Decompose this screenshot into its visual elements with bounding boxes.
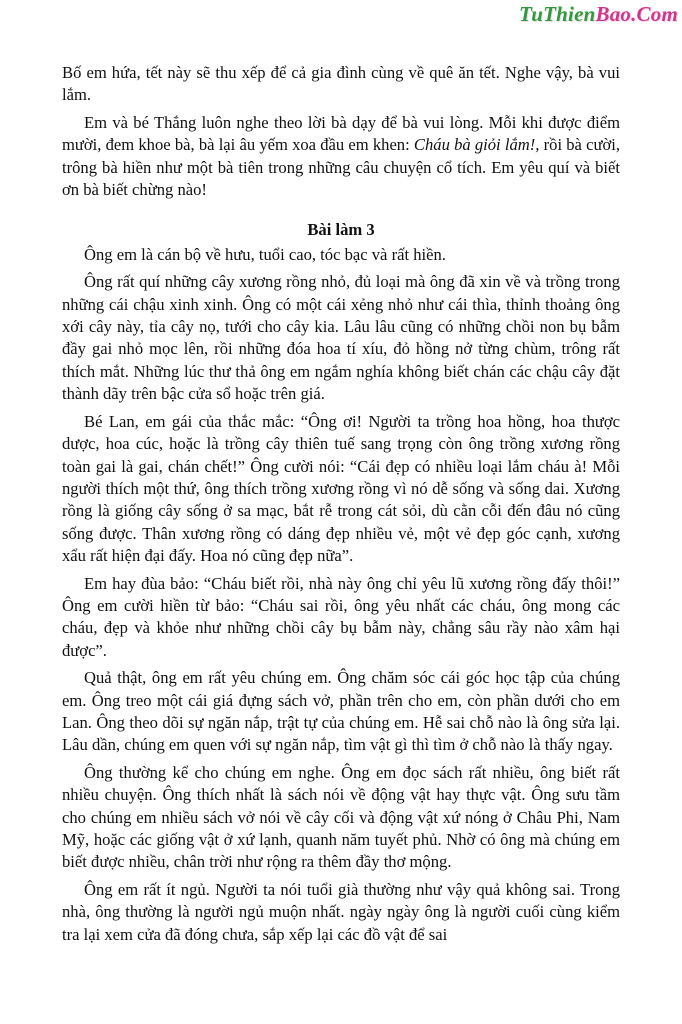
prev-paragraph-2-text-a: Em và bé Thắng luôn nghe theo lời bà dạy để bà vui lòng. Mỗi khi được điểm mười, đem khoe bà, bà lại âu yếm xoa đầu em khen: [62, 112, 620, 155]
site-logo [519, 2, 678, 27]
essay-paragraph-4: Em hay đùa bảo: “Cháu biết rồi, nhà này ông chỉ yêu lũ xương rồng đấy thôi!” Ông em cười hiền từ bảo: “Cháu sai rồi, ông yêu nhất các cháu, ông mong các cháu, đẹp và khỏe như những chồi cây bụ bẫm này, chẳng sâu rầy nào xâm hại được”. [62, 573, 620, 660]
essay-title: Bài làm 3 [307, 220, 375, 240]
essay-paragraph-1: Ông em là cán bộ về hưu, tuổi cao, tóc bạc và rất hiền. [84, 244, 446, 264]
document-page [62, 62, 620, 951]
prev-paragraph-1: Bố em hứa, tết này sẽ thu xếp để cả gia đình cùng về quê ăn tết. Nghe vậy, bà vui lắm. [62, 63, 620, 105]
essay-paragraph-6: Ông thường kể cho chúng em nghe. Ông em đọc sách rất nhiều, ông biết rất nhiều chuyện. Ông thích nhất là sách nói về động vật hay thực vật. Ông sưu tầm cho chúng em nhiều sách vở nói về cây cối và động vật xứ nóng ở Châu Phi, Nam Mỹ, hoặc các giống vật ở xứ lạnh, quanh năm tuyết phủ. Nhờ có ông mà chúng em biết được nhiều, chân trời như rộng ra thêm đầy thơ mộng. [62, 762, 620, 872]
prev-paragraph-2-text-b: rồi bà cười, trông bà hiền như một bà tiên trong những câu chuyện cổ tích. Em yêu quí và biết ơn bà biết chừng nào! [62, 135, 621, 200]
logo-part-2: Bao.Com [595, 2, 678, 26]
prev-paragraph-2-quote: Cháu bà giỏi lắm!, [413, 135, 540, 155]
essay-paragraph-3: Bé Lan, em gái của thắc mắc: “Ông ơi! Người ta trồng hoa hồng, hoa thược dược, hoa cúc, hoặc là trồng cây thiên tuế sang trọng còn ông trồng xương rồng toàn gai là gai, chán chết!” Ông cười nói: “Cái đẹp có nhiều loại lắm cháu à! Mỗi người thích một thứ, ông thích trồng xương rồng vì nó dễ sống và sống dai. Xương rồng là giống cây sống ở sa mạc, bắt rễ trong cát sỏi, dù cằn cỗi đến đâu nó cũng sống được. Thân xương rồng có dáng đẹp nhiều vẻ, một vẻ đẹp góc cạnh, xương xẩu rất hiện đại đấy. Hoa nó cũng đẹp nữa”. [62, 411, 620, 566]
prev-paragraph-2 [62, 112, 620, 202]
essay-paragraph-2: Ông rất quí những cây xương rồng nhỏ, đủ loại mà ông đã xin về và trồng trong những cái chậu xinh xinh. Ông có một cái xẻng nhỏ như cái thìa, thỉnh thoảng ông xới cây này, tỉa cây nọ, tưới cho cây kia. Lâu lâu cũng có những chồi non bụ bẫm đầy gai nhỏ mọc lên, rồi những đóa hoa tí xíu, đỏ hồng nở từng chùm, trông rất thích mắt. Những lúc thư thả ông em ngắm nghía không biết chán các chậu cây đặt thành dãy trên bậc cửa sổ hoặc trên giá. [62, 272, 620, 404]
essay-paragraph-7: Ông em rất ít ngủ. Người ta nói tuổi già thường như vậy quả không sai. Trong nhà, ông thường là người ngủ muộn nhất. ngày ngày ông là người cuối cùng kiểm tra lại xem cửa đã đóng chưa, sắp xếp lại các đồ vật để sai [62, 879, 620, 944]
logo-part-1: TuThien [519, 2, 596, 26]
essay-paragraph-5: Quả thật, ông em rất yêu chúng em. Ông chăm sóc cái góc học tập của chúng em. Ông treo một cái giá đựng sách vở, phần trên cho em, còn phần dưới cho em Lan. Ông theo dõi sự ngăn nắp, trật tự của chúng em. Hễ sai chỗ nào là ông sửa lại. Lâu dần, chúng em quen với sự ngăn nắp, tìm vật gì thì tìm ở chỗ nào là thấy ngay. [62, 668, 620, 755]
